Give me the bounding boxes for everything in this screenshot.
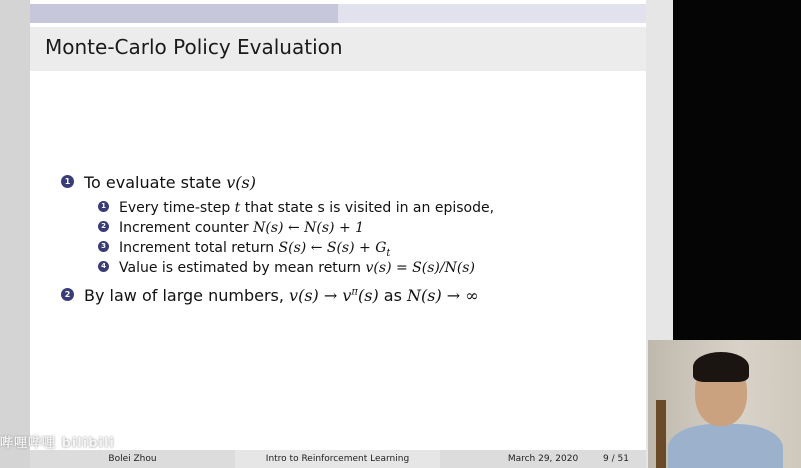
list-item (61, 173, 256, 192)
item-text: By law of large numbers, (84, 286, 290, 305)
list-item (61, 286, 479, 305)
bullet-number: 2 (61, 288, 74, 301)
presenter-hair (693, 352, 749, 382)
item-text: as (378, 286, 407, 305)
guitar-neck (656, 400, 666, 468)
slide-title: Monte-Carlo Policy Evaluation (45, 35, 343, 59)
item-text: To evaluate state (84, 173, 227, 192)
item-math: (s) (357, 286, 379, 305)
item-math: N(s) → ∞ (407, 286, 479, 305)
slide-footer (30, 450, 646, 468)
item-math: S(s) ← S(s) + G (278, 240, 387, 256)
bullet-number: 1 (98, 201, 109, 212)
sub-list-item (98, 260, 475, 276)
sub-list-item (98, 200, 494, 216)
footer-date-cell (440, 450, 646, 468)
slide-content (30, 0, 646, 468)
item-text: Increment total return (119, 240, 279, 256)
item-math: v(s) → v (289, 286, 352, 305)
footer-date: March 29, 2020 (507, 454, 579, 464)
presenter-shirt (668, 424, 783, 468)
bullet-number: 3 (98, 241, 109, 252)
bilibili-watermark: 哔哩哔哩 bilibili (0, 436, 115, 451)
item-text: Increment counter (119, 220, 254, 236)
sub-list-item (98, 240, 390, 259)
bullet-number: 1 (61, 175, 74, 188)
item-text-suffix: that state s is visited in an episode, (240, 200, 495, 216)
left-margin (0, 0, 30, 468)
item-math-superscript: π (351, 286, 358, 298)
bullet-number: 2 (98, 221, 109, 232)
footer-author: Bolei Zhou (30, 450, 235, 468)
item-math-subscript: t (386, 247, 391, 259)
sub-list-item (98, 220, 364, 236)
item-text: Value is estimated by mean return (119, 260, 366, 276)
item-text: Every time-step (119, 200, 235, 216)
dark-side-panel (673, 0, 801, 340)
item-math: t (234, 200, 241, 216)
footer-course: Intro to Reinforcement Learning (235, 450, 440, 468)
slide (30, 0, 646, 468)
footer-page-number: 9 / 51 (603, 454, 629, 464)
item-math: v(s) = S(s)/N(s) (365, 260, 475, 276)
item-math: v(s) (226, 173, 256, 192)
presenter-webcam-video (648, 340, 801, 468)
bullet-number: 4 (98, 261, 109, 272)
item-math: N(s) ← N(s) + 1 (253, 220, 365, 236)
